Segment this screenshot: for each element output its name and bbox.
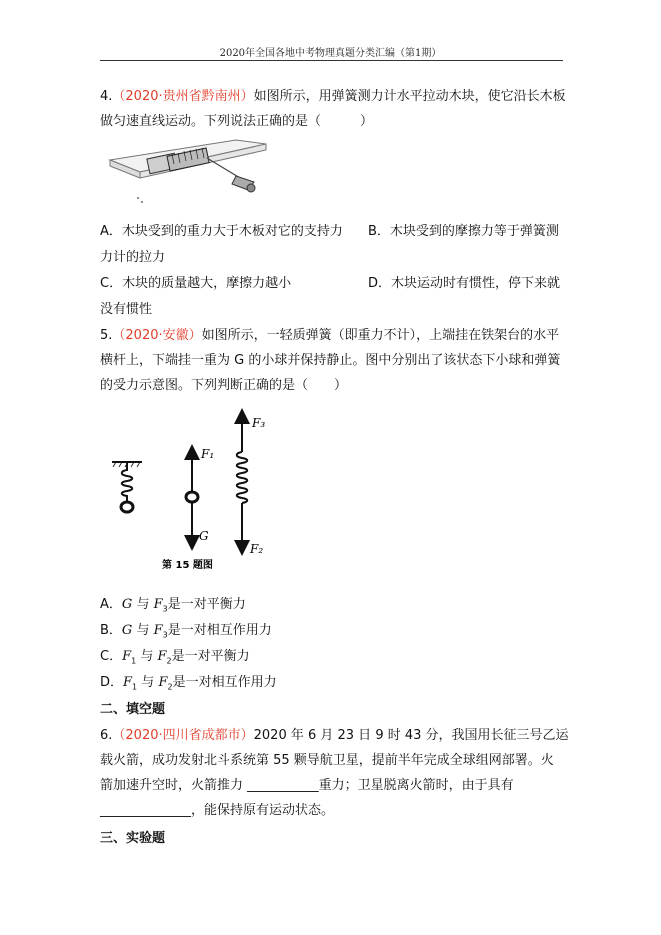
option-text: 是一对相互作用力 bbox=[167, 623, 272, 638]
section-heading-fill-blank: 二、填空题 bbox=[100, 702, 166, 717]
option-text: 是一对平衡力 bbox=[171, 649, 250, 664]
question-5-stem bbox=[100, 323, 566, 398]
variable: F bbox=[153, 623, 163, 638]
connector: 与 bbox=[141, 675, 155, 690]
option-letter: A． bbox=[100, 597, 122, 612]
q5-option-d bbox=[100, 670, 277, 700]
connector: 与 bbox=[136, 623, 150, 638]
page-header: 2020年全国各地中考物理真题分类汇编（第1期） bbox=[219, 48, 442, 59]
q4-option-c: C．木块的质量越大，摩擦力越小 bbox=[100, 276, 292, 291]
variable: F bbox=[157, 649, 167, 664]
question-6-line-2: 载火箭，成功发射北斗系统第 55 颗导航卫星，提前半年完成全球组网部署。火 bbox=[100, 753, 554, 768]
q4-option-a: A．木块受到的重力大于木板对它的支持力 bbox=[100, 224, 343, 239]
question-text: 如图所示，用弹簧测力计水平拉动木块，使它沿长木板做匀速直线运动。下列说法正确的是（ ） bbox=[100, 89, 566, 129]
question-number: 5. bbox=[100, 328, 113, 343]
option-text: 是一对平衡力 bbox=[167, 597, 246, 612]
question-text: 箭加速升空时，火箭推力 bbox=[100, 778, 248, 793]
q4-option-d: D．木块运动时有惯性，停下来就 bbox=[368, 276, 561, 291]
question-6-line-1 bbox=[100, 723, 569, 748]
answer-blank-2[interactable]: ______________ bbox=[100, 803, 191, 818]
variable: G bbox=[121, 623, 133, 638]
q4-option-d-cont: 没有惯性 bbox=[100, 302, 153, 317]
question-source: （2020·贵州省黔南州） bbox=[112, 89, 254, 104]
variable: F bbox=[122, 649, 132, 664]
variable: F bbox=[153, 597, 163, 612]
subscript: 1 bbox=[131, 656, 137, 666]
variable: G bbox=[121, 597, 133, 612]
question-source: （2020·安徽） bbox=[112, 328, 202, 343]
question-4-stem bbox=[100, 84, 566, 134]
question-source: （2020·四川省成都市） bbox=[112, 728, 254, 743]
question-number: 4. bbox=[100, 89, 113, 104]
spring-force-diagram bbox=[108, 408, 288, 578]
spring-scale-wood-block-figure bbox=[108, 138, 268, 210]
option-letter: C． bbox=[100, 649, 123, 664]
subscript: 2 bbox=[167, 682, 173, 692]
subscript: 2 bbox=[166, 656, 172, 666]
answer-blank-1[interactable]: ___________ bbox=[247, 778, 319, 793]
f3-label: F₃ bbox=[252, 416, 266, 430]
connector: 与 bbox=[140, 649, 154, 664]
f1-label: F₁ bbox=[201, 447, 215, 461]
option-letter: B． bbox=[100, 623, 122, 638]
subscript: 1 bbox=[132, 682, 138, 692]
question-text: 如图所示，一轻质弹簧（即重力不计），上端挂在铁架台的水平横杆上，下端挂一重为 G 的小球并保持静止。图中分别出了该状态下小球和弹簧的受力示意图。下列判断正确的是（ ） bbox=[100, 328, 561, 393]
connector: 与 bbox=[136, 597, 150, 612]
option-letter: D． bbox=[100, 675, 124, 690]
question-text: ，能保持原有运动状态。 bbox=[191, 803, 335, 818]
question-text: 2020 年 6 月 23 日 9 时 43 分，我国用长征三号乙运 bbox=[253, 728, 569, 743]
q4-option-b: B．木块受到的摩擦力等于弹簧测 bbox=[368, 224, 559, 239]
header-divider bbox=[100, 60, 563, 61]
g-label: G bbox=[199, 529, 209, 543]
variable: F bbox=[158, 675, 168, 690]
option-text: 是一对相互作用力 bbox=[172, 675, 277, 690]
q4-option-b-cont: 力计的拉力 bbox=[100, 250, 166, 265]
question-number: 6. bbox=[100, 728, 113, 743]
subscript: 3 bbox=[162, 630, 168, 640]
variable: F bbox=[123, 675, 133, 690]
figure-caption: 第 15 题图 bbox=[162, 560, 213, 571]
question-text: 重力；卫星脱离火箭时，由于具有 bbox=[318, 778, 514, 793]
subscript: 3 bbox=[162, 604, 168, 614]
question-6-line-3 bbox=[100, 773, 514, 798]
question-6-line-4 bbox=[100, 798, 334, 823]
section-heading-experiment: 三、实验题 bbox=[100, 831, 166, 846]
f2-label: F₂ bbox=[250, 542, 264, 556]
